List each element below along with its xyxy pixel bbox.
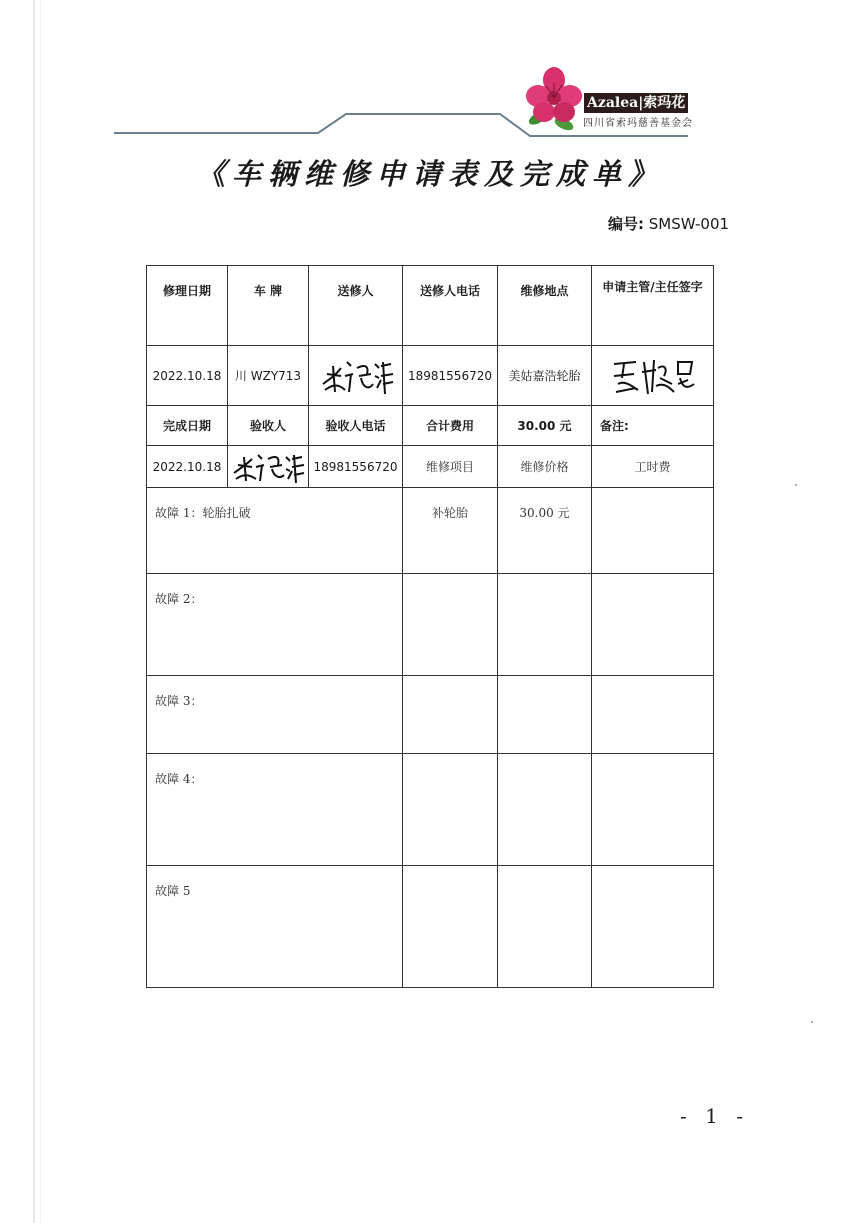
table-header-row bbox=[147, 406, 714, 446]
header-plate: 车 牌 bbox=[228, 266, 309, 346]
fault-repair-item bbox=[403, 676, 498, 754]
fault-labor-cost bbox=[592, 676, 714, 754]
sender-phone: 18981556720 bbox=[403, 346, 498, 406]
azalea-flower-icon bbox=[524, 66, 586, 134]
signature-image bbox=[230, 449, 306, 485]
fault-row bbox=[147, 574, 714, 676]
fault-row bbox=[147, 754, 714, 866]
sender-signature bbox=[309, 346, 403, 406]
fault-repair-price bbox=[498, 754, 592, 866]
header-rule bbox=[0, 0, 860, 150]
document-code-label: 编号: bbox=[608, 215, 644, 233]
signature-image bbox=[317, 354, 395, 398]
header-repair-price: 维修价格 bbox=[498, 446, 592, 488]
fault-row bbox=[147, 488, 714, 574]
logo-org-name: 四川省索玛慈善基金会 bbox=[583, 118, 693, 129]
header-repair-item: 维修项目 bbox=[403, 446, 498, 488]
supervisor-signature bbox=[592, 346, 714, 406]
fault-label: 故障 2： bbox=[147, 574, 403, 676]
fault-labor-cost bbox=[592, 866, 714, 988]
table-row bbox=[147, 446, 714, 488]
header-location: 维修地点 bbox=[498, 266, 592, 346]
fault-labor-cost bbox=[592, 488, 714, 574]
fault-repair-item: 补轮胎 bbox=[403, 488, 498, 574]
fault-label: 故障 1：轮胎扎破 bbox=[147, 488, 403, 574]
fault-repair-price: 30.00 元 bbox=[498, 488, 592, 574]
fault-label: 故障 3： bbox=[147, 676, 403, 754]
repair-location: 美姑嘉浩轮胎 bbox=[498, 346, 592, 406]
fault-labor-cost bbox=[592, 574, 714, 676]
document-code bbox=[608, 213, 729, 234]
header-inspector: 验收人 bbox=[228, 406, 309, 446]
fault-row bbox=[147, 866, 714, 988]
fault-label: 故障 5 bbox=[147, 866, 403, 988]
total-cost-value: 30.00 元 bbox=[498, 406, 592, 446]
header-total-cost: 合计费用 bbox=[403, 406, 498, 446]
header-inspector-phone: 验收人电话 bbox=[309, 406, 403, 446]
page-number: - 1 - bbox=[680, 1104, 749, 1128]
fault-repair-price bbox=[498, 866, 592, 988]
logo bbox=[524, 66, 704, 134]
header-supervisor-signature: 申请主管/主任签字 bbox=[592, 266, 714, 346]
header-sender: 送修人 bbox=[309, 266, 403, 346]
completion-date: 2022.10.18 bbox=[147, 446, 228, 488]
inspector-signature bbox=[228, 446, 309, 488]
fault-repair-price bbox=[498, 676, 592, 754]
fault-label: 故障 4： bbox=[147, 754, 403, 866]
fault-repair-item bbox=[403, 574, 498, 676]
plate-number: 川 WZY713 bbox=[228, 346, 309, 406]
logo-brand: Azalea|索玛花 bbox=[584, 93, 688, 113]
fault-row bbox=[147, 676, 714, 754]
scan-speck bbox=[811, 1021, 813, 1023]
fault-repair-price bbox=[498, 574, 592, 676]
logo-brand-cn: 索玛花 bbox=[643, 95, 686, 111]
header-completion-date: 完成日期 bbox=[147, 406, 228, 446]
document-code-value: SMSW-001 bbox=[648, 215, 730, 233]
fault-labor-cost bbox=[592, 754, 714, 866]
logo-brand-en: Azalea bbox=[587, 95, 639, 111]
header-repair-date: 修理日期 bbox=[147, 266, 228, 346]
signature-image bbox=[608, 354, 698, 398]
header-sender-phone: 送修人电话 bbox=[403, 266, 498, 346]
repair-form-table bbox=[146, 265, 714, 988]
header-remarks: 备注: bbox=[592, 406, 714, 446]
table-header-row bbox=[147, 266, 714, 346]
repair-date: 2022.10.18 bbox=[147, 346, 228, 406]
document-title: 《车辆维修申请表及完成单》 bbox=[195, 157, 664, 191]
inspector-phone: 18981556720 bbox=[309, 446, 403, 488]
fault-repair-item bbox=[403, 754, 498, 866]
fault-repair-item bbox=[403, 866, 498, 988]
header-labor-cost: 工时费 bbox=[592, 446, 714, 488]
table-row bbox=[147, 346, 714, 406]
scan-speck bbox=[795, 484, 797, 486]
